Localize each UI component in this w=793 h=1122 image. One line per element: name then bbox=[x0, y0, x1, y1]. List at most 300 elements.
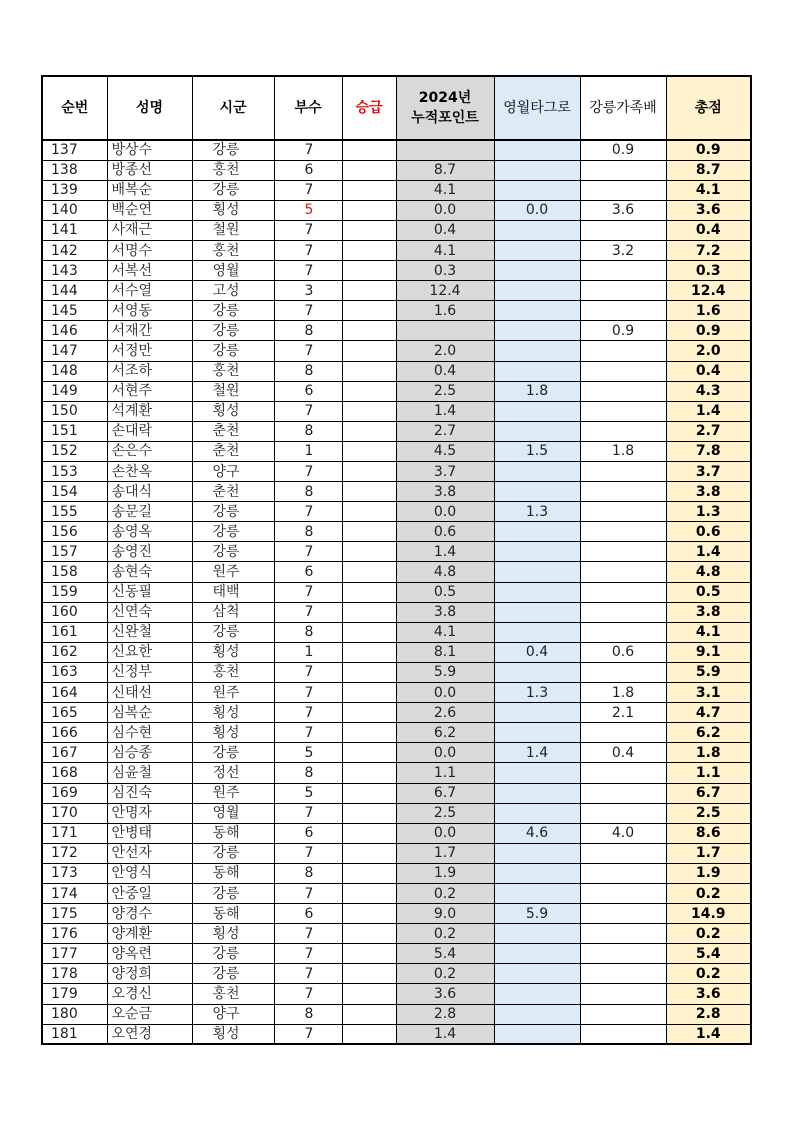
cell-points: 0.2 bbox=[396, 883, 494, 903]
table-body bbox=[42, 140, 751, 1044]
cell-gangneung-family bbox=[580, 502, 666, 522]
cell-gangneung-family bbox=[580, 723, 666, 743]
cell-division: 8 bbox=[274, 522, 342, 542]
table-row bbox=[42, 522, 751, 542]
cell-name: 석계환 bbox=[107, 401, 192, 421]
cell-city: 홍천 bbox=[192, 361, 274, 381]
table-row bbox=[42, 964, 751, 984]
cell-gangneung-family bbox=[580, 763, 666, 783]
cell-yeongwol: 5.9 bbox=[494, 904, 580, 924]
cell-city: 원주 bbox=[192, 783, 274, 803]
table-row bbox=[42, 462, 751, 482]
cell-name: 오경신 bbox=[107, 984, 192, 1004]
cell-gangneung-family bbox=[580, 220, 666, 240]
cell-points: 5.4 bbox=[396, 944, 494, 964]
cell-points: 0.0 bbox=[396, 683, 494, 703]
cell-name: 방종선 bbox=[107, 160, 192, 180]
table-row bbox=[42, 924, 751, 944]
cell-city: 횡성 bbox=[192, 1024, 274, 1044]
table-row bbox=[42, 602, 751, 622]
cell-gangneung-family bbox=[580, 924, 666, 944]
table-row bbox=[42, 240, 751, 260]
cell-division: 7 bbox=[274, 944, 342, 964]
cell-gangneung-family bbox=[580, 341, 666, 361]
cell-name: 방상수 bbox=[107, 140, 192, 160]
cell-total: 3.8 bbox=[666, 602, 751, 622]
cell-division: 7 bbox=[274, 140, 342, 160]
cell-city: 동해 bbox=[192, 904, 274, 924]
table-row bbox=[42, 904, 751, 924]
cell-yeongwol bbox=[494, 602, 580, 622]
header-points-line2: 누적포인트 bbox=[411, 110, 479, 126]
table-row bbox=[42, 381, 751, 401]
cell-gangneung-family: 0.9 bbox=[580, 321, 666, 341]
cell-total: 0.3 bbox=[666, 261, 751, 281]
table-row bbox=[42, 944, 751, 964]
cell-division: 7 bbox=[274, 301, 342, 321]
cell-yeongwol bbox=[494, 562, 580, 582]
cell-no: 173 bbox=[42, 863, 107, 883]
cell-points: 6.7 bbox=[396, 783, 494, 803]
cell-yeongwol bbox=[494, 883, 580, 903]
cell-gangneung-family: 4.0 bbox=[580, 823, 666, 843]
cell-yeongwol bbox=[494, 622, 580, 642]
cell-name: 안중일 bbox=[107, 883, 192, 903]
cell-name: 신요한 bbox=[107, 642, 192, 662]
table-row bbox=[42, 843, 751, 863]
cell-promotion bbox=[342, 743, 396, 763]
cell-name: 신동필 bbox=[107, 582, 192, 602]
cell-promotion bbox=[342, 723, 396, 743]
cell-yeongwol bbox=[494, 763, 580, 783]
cell-gangneung-family: 0.9 bbox=[580, 140, 666, 160]
cell-gangneung-family: 0.4 bbox=[580, 743, 666, 763]
cell-gangneung-family bbox=[580, 843, 666, 863]
cell-total: 14.9 bbox=[666, 904, 751, 924]
cell-division: 7 bbox=[274, 723, 342, 743]
cell-city: 강릉 bbox=[192, 522, 274, 542]
cell-gangneung-family bbox=[580, 1024, 666, 1044]
cell-yeongwol bbox=[494, 421, 580, 441]
cell-points: 4.1 bbox=[396, 180, 494, 200]
cell-name: 안선자 bbox=[107, 843, 192, 863]
cell-name: 손대락 bbox=[107, 421, 192, 441]
cell-gangneung-family: 2.1 bbox=[580, 703, 666, 723]
cell-yeongwol: 1.5 bbox=[494, 441, 580, 461]
header-city: 시군 bbox=[192, 76, 274, 140]
table-row bbox=[42, 281, 751, 301]
table-row bbox=[42, 441, 751, 461]
table-row bbox=[42, 421, 751, 441]
cell-no: 155 bbox=[42, 502, 107, 522]
cell-city: 강릉 bbox=[192, 883, 274, 903]
cell-yeongwol: 1.3 bbox=[494, 683, 580, 703]
cell-gangneung-family bbox=[580, 261, 666, 281]
cell-no: 146 bbox=[42, 321, 107, 341]
header-gangneung-family: 강릉가족배 bbox=[580, 76, 666, 140]
cell-division: 7 bbox=[274, 703, 342, 723]
cell-gangneung-family bbox=[580, 381, 666, 401]
cell-total: 3.8 bbox=[666, 482, 751, 502]
cell-gangneung-family bbox=[580, 180, 666, 200]
cell-no: 147 bbox=[42, 341, 107, 361]
cell-division: 7 bbox=[274, 662, 342, 682]
cell-city: 강릉 bbox=[192, 180, 274, 200]
cell-points: 4.1 bbox=[396, 622, 494, 642]
cell-gangneung-family bbox=[580, 662, 666, 682]
cell-name: 서영동 bbox=[107, 301, 192, 321]
cell-gangneung-family bbox=[580, 361, 666, 381]
cell-name: 서정만 bbox=[107, 341, 192, 361]
table-row bbox=[42, 341, 751, 361]
cell-yeongwol bbox=[494, 662, 580, 682]
cell-points: 0.0 bbox=[396, 823, 494, 843]
cell-yeongwol bbox=[494, 281, 580, 301]
cell-name: 송문길 bbox=[107, 502, 192, 522]
cell-promotion bbox=[342, 220, 396, 240]
cell-points: 0.4 bbox=[396, 361, 494, 381]
cell-division: 7 bbox=[274, 843, 342, 863]
cell-name: 송영옥 bbox=[107, 522, 192, 542]
cell-promotion bbox=[342, 703, 396, 723]
cell-no: 148 bbox=[42, 361, 107, 381]
cell-division: 5 bbox=[274, 783, 342, 803]
cell-points: 1.1 bbox=[396, 763, 494, 783]
cell-yeongwol bbox=[494, 783, 580, 803]
cell-no: 160 bbox=[42, 602, 107, 622]
cell-name: 심윤철 bbox=[107, 763, 192, 783]
cell-division: 7 bbox=[274, 462, 342, 482]
cell-promotion bbox=[342, 964, 396, 984]
cell-no: 145 bbox=[42, 301, 107, 321]
cell-total: 9.1 bbox=[666, 642, 751, 662]
cell-yeongwol: 1.4 bbox=[494, 743, 580, 763]
cell-city: 홍천 bbox=[192, 160, 274, 180]
cell-gangneung-family bbox=[580, 562, 666, 582]
cell-promotion bbox=[342, 904, 396, 924]
cell-promotion bbox=[342, 140, 396, 160]
cell-city: 횡성 bbox=[192, 723, 274, 743]
table-row bbox=[42, 823, 751, 843]
cell-name: 신연숙 bbox=[107, 602, 192, 622]
cell-city: 횡성 bbox=[192, 401, 274, 421]
cell-points: 12.4 bbox=[396, 281, 494, 301]
header-name: 성명 bbox=[107, 76, 192, 140]
cell-yeongwol bbox=[494, 482, 580, 502]
cell-points: 2.0 bbox=[396, 341, 494, 361]
cell-points: 3.8 bbox=[396, 482, 494, 502]
table-row bbox=[42, 140, 751, 160]
cell-points: 8.1 bbox=[396, 642, 494, 662]
cell-total: 1.3 bbox=[666, 502, 751, 522]
cell-no: 153 bbox=[42, 462, 107, 482]
cell-no: 142 bbox=[42, 240, 107, 260]
cell-promotion bbox=[342, 261, 396, 281]
cell-no: 180 bbox=[42, 1004, 107, 1024]
cell-gangneung-family bbox=[580, 522, 666, 542]
cell-points: 4.8 bbox=[396, 562, 494, 582]
cell-yeongwol bbox=[494, 240, 580, 260]
cell-promotion bbox=[342, 622, 396, 642]
cell-promotion bbox=[342, 281, 396, 301]
cell-points: 2.8 bbox=[396, 1004, 494, 1024]
cell-promotion bbox=[342, 924, 396, 944]
cell-city: 원주 bbox=[192, 562, 274, 582]
cell-city: 강릉 bbox=[192, 301, 274, 321]
cell-points: 2.5 bbox=[396, 803, 494, 823]
cell-no: 162 bbox=[42, 642, 107, 662]
cell-division: 1 bbox=[274, 642, 342, 662]
table-row bbox=[42, 321, 751, 341]
cell-city: 횡성 bbox=[192, 703, 274, 723]
cell-promotion bbox=[342, 683, 396, 703]
cell-promotion bbox=[342, 602, 396, 622]
cell-promotion bbox=[342, 200, 396, 220]
cell-name: 서복선 bbox=[107, 261, 192, 281]
cell-yeongwol bbox=[494, 944, 580, 964]
cell-yeongwol bbox=[494, 964, 580, 984]
cell-points: 1.4 bbox=[396, 1024, 494, 1044]
cell-yeongwol bbox=[494, 522, 580, 542]
cell-promotion bbox=[342, 381, 396, 401]
cell-no: 181 bbox=[42, 1024, 107, 1044]
cell-yeongwol bbox=[494, 542, 580, 562]
cell-division: 7 bbox=[274, 924, 342, 944]
cell-yeongwol: 1.8 bbox=[494, 381, 580, 401]
table-row bbox=[42, 301, 751, 321]
cell-division: 7 bbox=[274, 803, 342, 823]
table-row bbox=[42, 401, 751, 421]
cell-total: 0.5 bbox=[666, 582, 751, 602]
cell-promotion bbox=[342, 341, 396, 361]
cell-no: 156 bbox=[42, 522, 107, 542]
cell-total: 2.8 bbox=[666, 1004, 751, 1024]
cell-promotion bbox=[342, 642, 396, 662]
cell-name: 서현주 bbox=[107, 381, 192, 401]
cell-points: 9.0 bbox=[396, 904, 494, 924]
cell-total: 0.2 bbox=[666, 964, 751, 984]
cell-division: 7 bbox=[274, 261, 342, 281]
cell-points: 8.7 bbox=[396, 160, 494, 180]
cell-name: 양옥련 bbox=[107, 944, 192, 964]
cell-points: 1.9 bbox=[396, 863, 494, 883]
cell-no: 169 bbox=[42, 783, 107, 803]
cell-points: 2.6 bbox=[396, 703, 494, 723]
cell-total: 6.7 bbox=[666, 783, 751, 803]
cell-promotion bbox=[342, 944, 396, 964]
cell-name: 백순연 bbox=[107, 200, 192, 220]
cell-division: 6 bbox=[274, 562, 342, 582]
cell-total: 3.7 bbox=[666, 462, 751, 482]
cell-promotion bbox=[342, 542, 396, 562]
cell-total: 1.6 bbox=[666, 301, 751, 321]
cell-city: 양구 bbox=[192, 462, 274, 482]
cell-promotion bbox=[342, 482, 396, 502]
cell-gangneung-family bbox=[580, 582, 666, 602]
cell-division: 3 bbox=[274, 281, 342, 301]
cell-total: 0.9 bbox=[666, 321, 751, 341]
cell-yeongwol bbox=[494, 341, 580, 361]
cell-yeongwol: 0.0 bbox=[494, 200, 580, 220]
cell-division: 8 bbox=[274, 361, 342, 381]
cell-total: 7.2 bbox=[666, 240, 751, 260]
cell-total: 3.1 bbox=[666, 683, 751, 703]
cell-total: 8.7 bbox=[666, 160, 751, 180]
table-row bbox=[42, 582, 751, 602]
cell-name: 양경수 bbox=[107, 904, 192, 924]
cell-no: 143 bbox=[42, 261, 107, 281]
cell-city: 강릉 bbox=[192, 743, 274, 763]
cell-points: 3.6 bbox=[396, 984, 494, 1004]
cell-division: 6 bbox=[274, 381, 342, 401]
cell-city: 강릉 bbox=[192, 502, 274, 522]
table-row bbox=[42, 703, 751, 723]
cell-no: 154 bbox=[42, 482, 107, 502]
table-row bbox=[42, 482, 751, 502]
cell-gangneung-family bbox=[580, 1004, 666, 1024]
cell-promotion bbox=[342, 984, 396, 1004]
cell-division: 7 bbox=[274, 220, 342, 240]
cell-city: 철원 bbox=[192, 220, 274, 240]
cell-gangneung-family bbox=[580, 964, 666, 984]
cell-city: 강릉 bbox=[192, 843, 274, 863]
cell-total: 0.2 bbox=[666, 924, 751, 944]
cell-name: 사재근 bbox=[107, 220, 192, 240]
cell-points: 0.0 bbox=[396, 200, 494, 220]
cell-division: 5 bbox=[274, 200, 342, 220]
cell-points: 0.5 bbox=[396, 582, 494, 602]
cell-division: 7 bbox=[274, 984, 342, 1004]
cell-city: 강릉 bbox=[192, 622, 274, 642]
cell-no: 152 bbox=[42, 441, 107, 461]
cell-points: 0.0 bbox=[396, 502, 494, 522]
cell-yeongwol bbox=[494, 924, 580, 944]
cell-name: 송현숙 bbox=[107, 562, 192, 582]
cell-division: 7 bbox=[274, 582, 342, 602]
cell-division: 6 bbox=[274, 160, 342, 180]
cell-yeongwol bbox=[494, 582, 580, 602]
cell-total: 4.3 bbox=[666, 381, 751, 401]
cell-total: 3.6 bbox=[666, 984, 751, 1004]
cell-gangneung-family bbox=[580, 281, 666, 301]
table-row bbox=[42, 361, 751, 381]
cell-yeongwol bbox=[494, 401, 580, 421]
cell-name: 양정희 bbox=[107, 964, 192, 984]
cell-city: 영월 bbox=[192, 261, 274, 281]
cell-promotion bbox=[342, 522, 396, 542]
cell-yeongwol bbox=[494, 160, 580, 180]
cell-points: 0.2 bbox=[396, 924, 494, 944]
table-row bbox=[42, 662, 751, 682]
cell-yeongwol bbox=[494, 361, 580, 381]
table-row bbox=[42, 200, 751, 220]
cell-total: 2.0 bbox=[666, 341, 751, 361]
cell-city: 강릉 bbox=[192, 542, 274, 562]
cell-gangneung-family bbox=[580, 421, 666, 441]
table-row bbox=[42, 542, 751, 562]
cell-yeongwol: 0.4 bbox=[494, 642, 580, 662]
cell-name: 오순금 bbox=[107, 1004, 192, 1024]
cell-name: 송영진 bbox=[107, 542, 192, 562]
cell-city: 동해 bbox=[192, 823, 274, 843]
cell-name: 심수현 bbox=[107, 723, 192, 743]
cell-name: 신완철 bbox=[107, 622, 192, 642]
cell-total: 2.7 bbox=[666, 421, 751, 441]
cell-name: 손찬옥 bbox=[107, 462, 192, 482]
header-row bbox=[42, 76, 751, 140]
cell-no: 150 bbox=[42, 401, 107, 421]
cell-name: 오연경 bbox=[107, 1024, 192, 1044]
cell-name: 안병태 bbox=[107, 823, 192, 843]
cell-city: 삼척 bbox=[192, 602, 274, 622]
table-row bbox=[42, 1024, 751, 1044]
cell-points: 5.9 bbox=[396, 662, 494, 682]
cell-points: 3.8 bbox=[396, 602, 494, 622]
cell-no: 158 bbox=[42, 562, 107, 582]
cell-total: 4.7 bbox=[666, 703, 751, 723]
table-row bbox=[42, 622, 751, 642]
cell-points: 1.6 bbox=[396, 301, 494, 321]
cell-points: 1.4 bbox=[396, 401, 494, 421]
cell-total: 1.7 bbox=[666, 843, 751, 863]
cell-city: 춘천 bbox=[192, 441, 274, 461]
cell-yeongwol bbox=[494, 180, 580, 200]
cell-promotion bbox=[342, 803, 396, 823]
cell-division: 5 bbox=[274, 743, 342, 763]
cell-promotion bbox=[342, 1004, 396, 1024]
cell-city: 강릉 bbox=[192, 944, 274, 964]
cell-total: 4.1 bbox=[666, 180, 751, 200]
cell-division: 8 bbox=[274, 421, 342, 441]
cell-promotion bbox=[342, 1024, 396, 1044]
cell-city: 홍천 bbox=[192, 662, 274, 682]
cell-promotion bbox=[342, 180, 396, 200]
cell-gangneung-family: 0.6 bbox=[580, 642, 666, 662]
cell-promotion bbox=[342, 301, 396, 321]
cell-no: 170 bbox=[42, 803, 107, 823]
cell-division: 8 bbox=[274, 482, 342, 502]
cell-points: 1.4 bbox=[396, 542, 494, 562]
cell-gangneung-family: 3.2 bbox=[580, 240, 666, 260]
header-yeongwol: 영월타그로 bbox=[494, 76, 580, 140]
cell-no: 175 bbox=[42, 904, 107, 924]
table-row bbox=[42, 683, 751, 703]
cell-points: 0.4 bbox=[396, 220, 494, 240]
cell-gangneung-family bbox=[580, 904, 666, 924]
table-row bbox=[42, 783, 751, 803]
cell-no: 174 bbox=[42, 883, 107, 903]
cell-city: 강릉 bbox=[192, 321, 274, 341]
cell-promotion bbox=[342, 441, 396, 461]
cell-total: 5.9 bbox=[666, 662, 751, 682]
cell-promotion bbox=[342, 562, 396, 582]
header-points-line1: 2024년 bbox=[418, 90, 472, 106]
cell-total: 0.2 bbox=[666, 883, 751, 903]
table-row bbox=[42, 743, 751, 763]
cell-name: 서수열 bbox=[107, 281, 192, 301]
cell-gangneung-family bbox=[580, 160, 666, 180]
cell-division: 7 bbox=[274, 964, 342, 984]
cell-points: 1.7 bbox=[396, 843, 494, 863]
cell-promotion bbox=[342, 783, 396, 803]
cell-total: 0.4 bbox=[666, 361, 751, 381]
cell-division: 7 bbox=[274, 683, 342, 703]
cell-gangneung-family bbox=[580, 301, 666, 321]
ranking-table bbox=[41, 75, 752, 1045]
cell-points: 6.2 bbox=[396, 723, 494, 743]
cell-gangneung-family bbox=[580, 401, 666, 421]
cell-no: 161 bbox=[42, 622, 107, 642]
